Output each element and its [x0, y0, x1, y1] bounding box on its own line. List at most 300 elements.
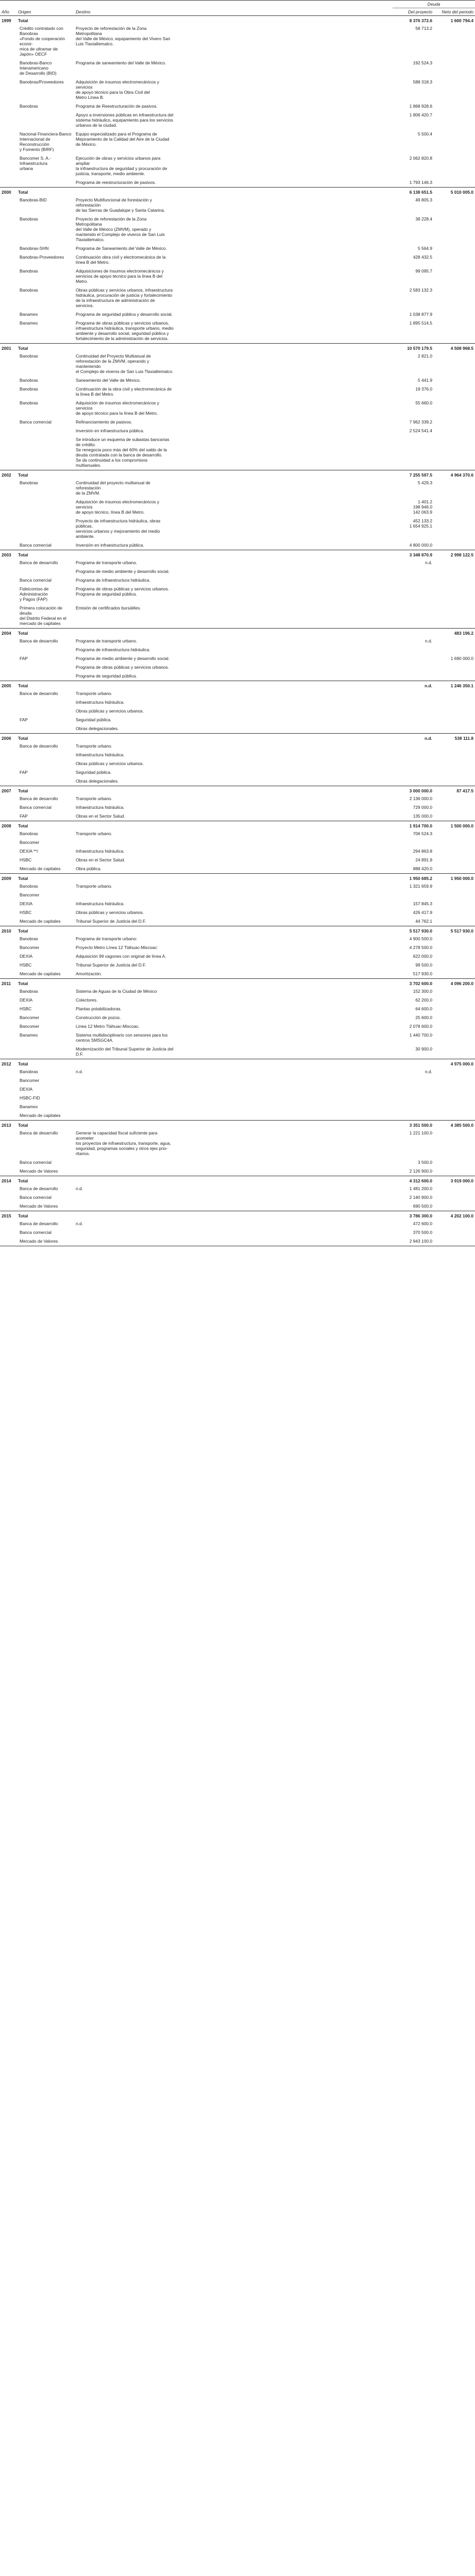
year-cell	[0, 567, 16, 576]
origin-cell: Banobras	[20, 104, 38, 109]
net-period-value	[434, 604, 475, 629]
origin-cell: FAP	[20, 656, 28, 661]
project-debt-value: 192 524.3	[413, 60, 432, 65]
project-debt-value	[393, 698, 434, 707]
project-debt-value: n.d.	[425, 560, 432, 565]
destination-cell	[74, 629, 175, 637]
project-debt-value	[393, 604, 434, 629]
net-period-value	[434, 1193, 475, 1202]
net-period-value	[434, 1094, 475, 1103]
project-debt-value	[393, 768, 434, 777]
spacer-cell	[175, 1059, 393, 1068]
spacer-cell	[175, 479, 393, 498]
destination-cell: Equipo especializado para el Programa de Mejoramiento de la Calidad del Aire de la Ciudad de México.	[76, 131, 169, 147]
project-debt-value: 426 417.9	[413, 910, 432, 915]
destination-cell: Apoyo a inversiones públicas en infraestructura del sistema hidráulico, equipamiento para los servicios urbanos de la ciudad.	[76, 112, 174, 128]
year-cell	[0, 435, 16, 470]
total-label: Total	[16, 979, 74, 988]
project-debt-value: 588 318.3	[413, 79, 432, 84]
project-debt-value: 1 321 659.9	[409, 884, 432, 889]
spacer-cell	[175, 1184, 393, 1193]
destination-cell	[74, 344, 175, 352]
year-cell	[0, 604, 16, 629]
year-cell	[0, 1158, 16, 1167]
year-total-row	[0, 979, 475, 988]
net-period-value	[434, 102, 475, 111]
destination-cell: Continuación obra civil y electromecánica de la línea B del Metro.	[76, 255, 166, 265]
destination-cell	[74, 470, 175, 479]
spacer-cell	[175, 470, 393, 479]
spacer-cell	[175, 987, 393, 996]
year-cell	[0, 498, 16, 517]
year-cell	[0, 751, 16, 759]
table-row	[0, 777, 475, 786]
origin-cell: Banobras	[20, 1069, 38, 1074]
year-total-row	[0, 550, 475, 559]
net-period-value	[434, 908, 475, 917]
net-period-value	[434, 427, 475, 435]
net-period-value	[434, 838, 475, 847]
spacer-cell	[175, 1202, 393, 1211]
spacer-cell	[175, 16, 393, 25]
year-cell	[0, 585, 16, 604]
project-debt-value: 370 500.0	[413, 1230, 432, 1235]
project-debt-value: 3 702 600.0	[393, 979, 434, 988]
spacer-cell	[175, 1022, 393, 1031]
project-debt-value	[393, 1076, 434, 1085]
origin-cell: FAP	[20, 770, 28, 775]
destination-cell: Seguridad pública.	[76, 717, 112, 722]
net-period-value	[434, 637, 475, 646]
net-period-value: 1 246 350.1	[434, 681, 475, 690]
project-debt-value: 4 278 500.0	[409, 945, 432, 950]
project-debt-value: 1 914 700.0	[393, 821, 434, 830]
origin-cell	[16, 663, 74, 672]
origin-cell: Banca de desarrollo	[20, 743, 58, 749]
origin-cell: Banobras	[20, 216, 38, 222]
spacer-cell	[175, 310, 393, 319]
table-row	[0, 111, 475, 130]
table-row	[0, 253, 475, 267]
destination-cell: Construcción de pozos.	[76, 1015, 121, 1020]
net-period-value: 4 964 370.6	[434, 470, 475, 479]
net-period-value	[434, 698, 475, 707]
destination-cell: Programa de transporte urbano.	[76, 638, 138, 643]
project-debt-value: 2 140 900.0	[409, 1195, 432, 1200]
year-cell	[0, 838, 16, 847]
year-cell	[0, 154, 16, 178]
origin-cell: Banca de desarrollo	[20, 1186, 58, 1191]
origin-cell: Banobras-SHN	[20, 246, 49, 251]
destination-cell: Obra pública.	[76, 866, 101, 871]
col-header-year: Año	[0, 1, 16, 16]
year-cell	[0, 385, 16, 399]
table-row	[0, 654, 475, 663]
year-total-row	[0, 1176, 475, 1185]
year-cell	[0, 654, 16, 663]
destination-cell	[74, 1094, 175, 1103]
spacer-cell	[175, 970, 393, 979]
table-row	[0, 319, 475, 344]
project-debt-value: n.d.	[393, 734, 434, 742]
origin-cell: DEXIA	[20, 1087, 33, 1092]
year-total-row	[0, 734, 475, 742]
year-cell	[0, 698, 16, 707]
project-debt-value: 428 432.5	[413, 255, 432, 260]
spacer-cell	[175, 629, 393, 637]
spacer-cell	[175, 724, 393, 734]
year-cell	[0, 663, 16, 672]
net-period-value	[434, 479, 475, 498]
net-period-value	[434, 178, 475, 188]
table-row	[0, 908, 475, 917]
spacer-cell	[175, 399, 393, 418]
spacer-cell	[175, 1237, 393, 1246]
destination-cell: Infraestructura hidráulica.	[76, 700, 125, 705]
net-period-value	[434, 777, 475, 786]
net-period-value	[434, 961, 475, 970]
spacer-cell	[175, 838, 393, 847]
year-cell	[0, 759, 16, 768]
spacer-cell	[175, 244, 393, 253]
project-debt-value: 1 221 100.0	[409, 1130, 432, 1136]
table-row	[0, 663, 475, 672]
spacer-cell	[175, 847, 393, 856]
table-row	[0, 1111, 475, 1121]
destination-cell: Infraestructura hidráulica.	[76, 805, 125, 810]
spacer-cell	[175, 935, 393, 943]
spacer-cell	[175, 1005, 393, 1013]
table-row	[0, 882, 475, 891]
destination-cell: Plantas potabilizadoras.	[76, 1006, 122, 1011]
spacer-cell	[175, 1176, 393, 1185]
origin-cell	[16, 698, 74, 707]
project-debt-value: 58 713.2	[415, 26, 432, 31]
table-row	[0, 418, 475, 427]
net-period-value	[434, 794, 475, 803]
table-row	[0, 352, 475, 376]
table-row	[0, 286, 475, 310]
spacer-cell	[175, 1085, 393, 1094]
origin-cell: Banca comercial	[20, 1230, 52, 1235]
table-row	[0, 399, 475, 418]
net-period-value	[434, 768, 475, 777]
year-cell	[0, 352, 16, 376]
project-debt-value: 6 138 651.5	[393, 188, 434, 196]
table-row	[0, 1219, 475, 1228]
project-debt-value: 1 806 420.7	[409, 112, 432, 117]
table-row	[0, 1103, 475, 1111]
year-cell: 2004	[0, 629, 16, 637]
destination-cell	[74, 1103, 175, 1111]
year-total-row	[0, 874, 475, 883]
origin-cell: DEXIA **/	[20, 849, 38, 854]
year-total-row	[0, 786, 475, 795]
net-period-value	[434, 1111, 475, 1121]
total-label: Total	[16, 874, 74, 883]
origin-cell: Mercado de capitales	[20, 1113, 61, 1118]
year-cell	[0, 646, 16, 654]
net-period-value	[434, 663, 475, 672]
table-row	[0, 970, 475, 979]
destination-cell	[74, 1202, 175, 1211]
year-cell	[0, 558, 16, 567]
destination-cell	[74, 1237, 175, 1246]
project-debt-value: 4 900 500.0	[409, 936, 432, 941]
spacer-cell	[175, 900, 393, 908]
destination-cell	[74, 1167, 175, 1176]
total-label: Total	[16, 1059, 74, 1068]
net-period-value	[434, 130, 475, 154]
origin-cell: Mercado de capitales	[20, 919, 61, 924]
project-debt-value: 152 300.0	[413, 989, 432, 994]
year-cell	[0, 1022, 16, 1031]
project-debt-value	[393, 1059, 434, 1068]
destination-cell: n.d.	[76, 1221, 83, 1226]
origin-cell: Mercado de Valores	[20, 1168, 58, 1174]
project-debt-value	[393, 672, 434, 681]
destination-cell: Adquisición 99 vagones con original de línea A.	[76, 954, 166, 959]
year-cell	[0, 768, 16, 777]
table-row	[0, 1031, 475, 1045]
spacer-cell	[175, 130, 393, 154]
year-cell: 2014	[0, 1176, 16, 1185]
origin-cell: Banca comercial	[20, 419, 52, 425]
spacer-cell	[175, 154, 393, 178]
project-debt-value: 5 517 930.0	[393, 926, 434, 935]
project-debt-value	[393, 1085, 434, 1094]
table-row	[0, 1184, 475, 1193]
project-debt-value	[393, 759, 434, 768]
net-period-value	[434, 935, 475, 943]
origin-cell: HSBC	[20, 1006, 32, 1011]
destination-cell: Adquisiciones de insumos electromecánicos y servicios de apoyo técnico para la línea B del Metro.	[76, 268, 164, 284]
year-cell	[0, 1085, 16, 1094]
year-cell	[0, 1111, 16, 1121]
project-debt-value: 729 000.0	[413, 805, 432, 810]
project-debt-value: 2 136 000.0	[409, 796, 432, 801]
project-debt-value	[393, 1103, 434, 1111]
table-row	[0, 541, 475, 550]
year-cell	[0, 1031, 16, 1045]
net-period-value	[434, 1085, 475, 1094]
origin-cell	[16, 672, 74, 681]
spacer-cell	[175, 1111, 393, 1121]
year-cell	[0, 1193, 16, 1202]
table-row	[0, 768, 475, 777]
year-cell	[0, 935, 16, 943]
table-row	[0, 196, 475, 215]
origin-cell	[16, 517, 74, 541]
origin-cell	[16, 751, 74, 759]
origin-cell: Banobras-BID	[20, 197, 47, 202]
spacer-cell	[175, 541, 393, 550]
spacer-cell	[175, 952, 393, 961]
net-period-value	[434, 1219, 475, 1228]
project-debt-value: 5 429.3	[418, 480, 432, 485]
year-cell	[0, 576, 16, 585]
origin-cell: Banca de desarrollo	[20, 1130, 58, 1136]
table-row	[0, 751, 475, 759]
net-period-value: 1 690 000.0	[450, 656, 473, 661]
origin-cell: Bancomer	[20, 1015, 40, 1020]
project-debt-value	[393, 1094, 434, 1103]
year-cell	[0, 689, 16, 698]
spacer-cell	[175, 1121, 393, 1129]
destination-cell: Programa de infraestructura hidráulica.	[76, 647, 150, 652]
net-period-value	[434, 541, 475, 550]
table-row	[0, 498, 475, 517]
spacer-cell	[175, 777, 393, 786]
origin-cell	[16, 707, 74, 716]
origin-cell: Banobras-Proveedores	[20, 255, 64, 260]
origin-cell: DEXIA	[20, 901, 33, 906]
net-period-value	[434, 987, 475, 996]
origin-cell: Banca comercial	[20, 543, 52, 548]
project-debt-value	[393, 1111, 434, 1121]
spacer-cell	[175, 1193, 393, 1202]
table-row	[0, 24, 475, 59]
table-row	[0, 1193, 475, 1202]
total-label: Total	[16, 1211, 74, 1220]
project-debt-value: 7 962 339.2	[409, 419, 432, 425]
destination-cell: n.d.	[76, 1186, 83, 1191]
spacer-cell	[175, 891, 393, 900]
total-label: Total	[16, 926, 74, 935]
project-debt-value: 888 420.0	[413, 866, 432, 871]
origin-cell	[16, 498, 74, 517]
net-period-value	[434, 319, 475, 344]
origin-cell: HSBC	[20, 962, 32, 968]
destination-cell: Obras delegacionales.	[76, 778, 119, 784]
spacer-cell	[175, 768, 393, 777]
table-row	[0, 803, 475, 812]
spacer-cell	[175, 663, 393, 672]
origin-cell: Primera colocación de deuda del Distrito Federal en el mercado de capitales	[20, 605, 66, 626]
year-cell: 2009	[0, 874, 16, 883]
net-period-value	[434, 847, 475, 856]
spacer-cell	[175, 352, 393, 376]
table-row	[0, 267, 475, 286]
table-row	[0, 935, 475, 943]
year-cell	[0, 891, 16, 900]
project-debt-value: 1 793 146.3	[409, 180, 432, 185]
table-row	[0, 244, 475, 253]
table-row	[0, 838, 475, 847]
net-period-value	[434, 882, 475, 891]
spacer-cell	[175, 567, 393, 576]
net-period-value	[434, 1045, 475, 1059]
table-row	[0, 576, 475, 585]
origin-cell: Banobras	[20, 268, 38, 274]
spacer-cell	[175, 253, 393, 267]
project-debt-value: 99 500.0	[415, 962, 432, 968]
project-debt-value: 62 200.0	[415, 997, 432, 1003]
table-row	[0, 567, 475, 576]
net-period-value	[434, 576, 475, 585]
destination-cell: Seguridad pública.	[76, 770, 112, 775]
origin-cell: Banobras	[20, 480, 38, 485]
project-debt-value	[393, 742, 434, 751]
net-period-value	[434, 154, 475, 178]
destination-cell	[74, 1076, 175, 1085]
year-total-row	[0, 470, 475, 479]
table-row	[0, 724, 475, 734]
destination-cell	[74, 838, 175, 847]
destination-cell: Amortización.	[76, 971, 102, 976]
total-label: Total	[16, 821, 74, 830]
net-period-value	[434, 253, 475, 267]
project-debt-value: 5 564.9	[418, 246, 432, 251]
destination-cell	[74, 1158, 175, 1167]
spacer-cell	[175, 908, 393, 917]
destination-cell	[74, 16, 175, 25]
net-period-value: 4 385 500.0	[434, 1121, 475, 1129]
net-period-value	[434, 759, 475, 768]
origin-cell: Banobras	[20, 287, 38, 293]
spacer-cell	[175, 707, 393, 716]
origin-cell	[16, 724, 74, 734]
year-cell	[0, 829, 16, 838]
project-debt-value	[393, 654, 434, 663]
destination-cell: Proyecto de reforestación de la Zona Metropolitana del Valle de México, equipamiento del Vivero San Luis Tlaxialtemalco.	[76, 26, 171, 46]
table-row	[0, 943, 475, 952]
project-debt-value: 1 440 700.0	[409, 1032, 432, 1038]
origin-cell: Bancomer	[20, 840, 40, 845]
year-cell	[0, 541, 16, 550]
spacer-cell	[175, 961, 393, 970]
year-cell	[0, 803, 16, 812]
project-debt-value: 38 228.4	[415, 216, 432, 222]
year-cell	[0, 59, 16, 78]
spacer-cell	[175, 1103, 393, 1111]
net-period-value	[434, 996, 475, 1005]
origin-cell: Banobras	[20, 989, 38, 994]
origin-cell: Banca de desarrollo	[20, 638, 58, 643]
project-debt-value: 472 600.0	[413, 1221, 432, 1226]
year-cell	[0, 1228, 16, 1237]
origin-cell: Banobras	[20, 353, 38, 359]
origin-cell: Banamex	[20, 312, 38, 317]
origin-cell: Banca de desarrollo	[20, 796, 58, 801]
project-debt-value: 3 351 500.0	[393, 1121, 434, 1129]
col-header-origin: Origen	[16, 1, 74, 16]
table-row	[0, 637, 475, 646]
spacer-cell	[175, 1167, 393, 1176]
destination-cell	[74, 891, 175, 900]
spacer-cell	[175, 558, 393, 567]
net-period-value: 4 975 000.0	[434, 1059, 475, 1068]
destination-cell: Continuidad del Proyecto Multianual de reforestación de la ZMVM, operando y manteniendo el Complejo de viveros de San Luis Tlaxialtemalco.	[76, 353, 174, 374]
origin-cell: Banobras	[20, 936, 38, 941]
net-period-value	[434, 952, 475, 961]
origin-cell: Banobras	[20, 884, 38, 889]
origin-cell: Mercado de capitales	[20, 866, 61, 871]
spacer-cell	[175, 427, 393, 435]
year-cell	[0, 1005, 16, 1013]
year-total-row	[0, 16, 475, 25]
destination-cell	[74, 1193, 175, 1202]
origin-cell: Banobras/Proveedores	[20, 79, 64, 84]
total-label: Total	[16, 344, 74, 352]
year-cell: 2002	[0, 470, 16, 479]
year-cell	[0, 178, 16, 188]
destination-cell: Colectores.	[76, 997, 98, 1003]
destination-cell: Generar la capacidad fiscal suficiente para acometer los proyectos de infraestructura, transporte, agua, seguridad, programas sociales y otros ejes prio- ritarios.	[76, 1130, 171, 1156]
project-debt-value: 55 660.0	[415, 400, 432, 405]
net-period-value	[434, 1184, 475, 1193]
net-period-value	[434, 24, 475, 59]
